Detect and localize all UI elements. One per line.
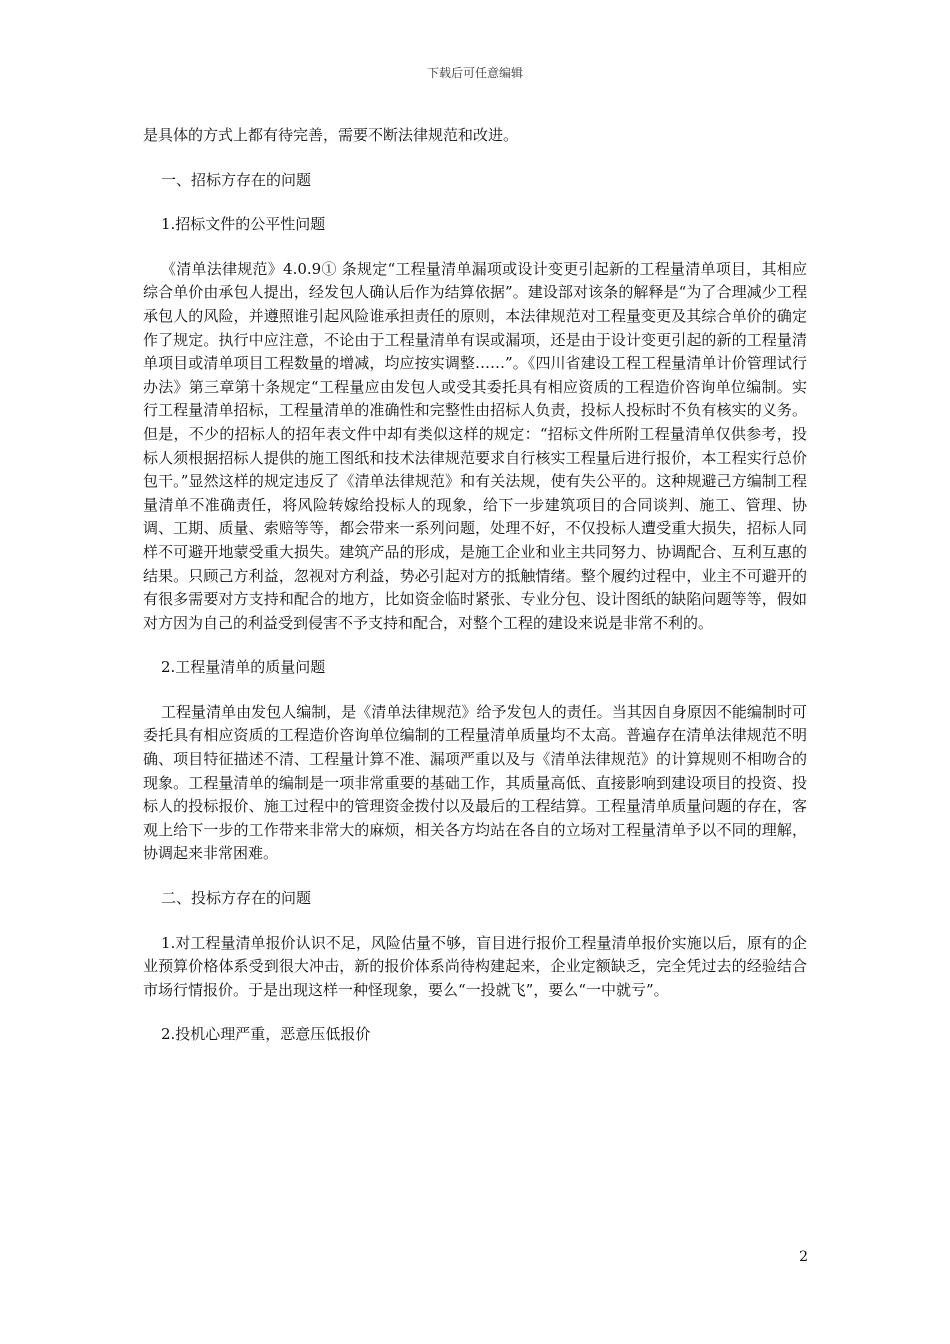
section-2-heading: 二、投标方存在的问题 xyxy=(161,889,312,908)
intro-paragraph: 是具体的方式上都有待完善，需要不断法律规范和改进。 xyxy=(143,126,519,144)
section-2-item-1-paragraph: 1.对工程量清单报价认识不足，风险估量不够，盲目进行报价工程量清单报价实施以后，原有的企业预算价格体系受到很大冲击，新的报价体系尚待构建起来，企业定额缺乏，完全凭过去的经验结合市场行情报价。于是出现这样一种怪现象，要么“一投就飞”，要么“一中就亏”。 xyxy=(143,933,807,999)
document-body xyxy=(143,124,807,1068)
section-1-heading: 一、招标方存在的问题 xyxy=(161,170,312,189)
section-1-item-1-heading: 1.招标文件的公平性问题 xyxy=(161,215,326,234)
section-1-item-2-paragraph: 工程量清单由发包人编制，是《清单法律规范》给予发包人的责任。当其因自身原因不能编制时可委托具有相应资质的工程造价咨询单位编制的工程量清单质量均不太高。普遍存在清单法律规范不明确、项目特征描述不清、工程量计算不准、漏项严重以及与《清单法律规范》的计算规则不相吻合的现象。工程量清单的编制是一项非常重要的基础工作，其质量高低、直接影响到建设项目的投资、投标人的投标报价、施工过程中的管理资金拨付以及最后的工程结算。工程量清单质量问题的存在，客观上给下一步的工作带来非常大的麻烦，相关各方均站在各自的立场对工程量清单予以不同的理解，协调起来非常困难。 xyxy=(143,702,807,863)
section-1-item-1-paragraph: 《清单法律规范》4.0.9① 条规定“工程量清单漏项或设计变更引起新的工程量清单项目，其相应综合单价由承包人提出，经发包人确认后作为结算依据”。建设部对该条的解释是“为了合理减少工程承包人的风险，并遵照谁引起风险谁承担责任的原则，本法律规范对工程量变更及其综合单价的确定作了规定。执行中应注意，不论由于工程量清单有误或漏项，还是由于设计变更引起的新的工程量清单项目或清单项目工程数量的增减，均应按实调整……”。《四川省建设工程工程量清单计价管理试行办法》第三章第十条规定“工程量应由发包人或受其委托具有相应资质的工程造价咨询单位编制。实行工程量清单招标，工程量清单的准确性和完整性由招标人负责，投标人投标时不负有核实的义务。但是，不少的招标人的招年表文件中却有类似这样的规定：“招标文件所附工程量清单仅供参考，投标人须根据招标人提供的施工图纸和技术法律规范要求自行核实工程量后进行报价，本工程实行总价包干。”显然这样的规定违反了《清单法律规范》和有关法规，使有失公平的。这种规避己方编制工程量清单不准确责任，将风险转嫁给投标人的现象，给下一步建筑项目的合同谈判、施工、管理、协调、工期、质量、索赔等等，都会带来一系列问题，处理不好，不仅投标人遭受重大损失，招标人同样不可避开地蒙受重大损失。建筑产品的形成，是施工企业和业主共同努力、协调配合、互利互惠的结果。只顾己方利益，忽视对方利益，势必引起对方的抵触情绪。整个履约过程中，业主不可避开的有很多需要对方支持和配合的地方，比如资金临时紧张、专业分包、设计图纸的缺陷问题等等，假如对方因为自己的利益受到侵害不予支持和配合，对整个工程的建设来说是非常不利的。 xyxy=(143,259,807,632)
section-2-item-2-heading: 2.投机心理严重，恶意压低报价 xyxy=(161,1025,371,1044)
page-header: 下载后可任意编辑 xyxy=(426,66,523,80)
page-number: 2 xyxy=(799,1249,808,1265)
section-1-item-2-heading: 2.工程量清单的质量问题 xyxy=(161,658,326,677)
